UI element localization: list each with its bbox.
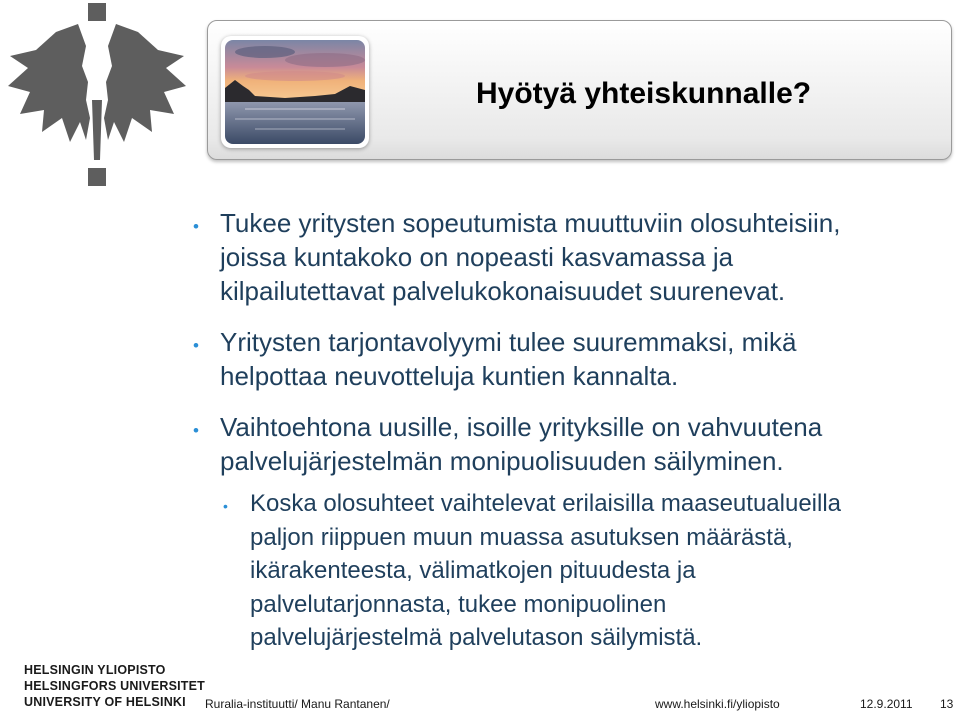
footer-website: www.helsinki.fi/yliopisto	[655, 697, 780, 711]
university-flame-logo	[0, 0, 205, 195]
slide-title: Hyötyä yhteiskunnalle?	[476, 77, 812, 110]
bullet-icon: •	[193, 421, 199, 440]
university-name	[24, 662, 205, 710]
bullet-line: Tukee yritysten sopeutumista muuttuviin olosuhteisiin,	[220, 208, 841, 238]
sub-bullet-item	[220, 487, 955, 655]
bullet-line: Koska olosuhteet vaihtelevat erilaisilla maaseutualueilla	[250, 490, 842, 517]
bullet-item	[190, 325, 955, 393]
footer-author: Ruralia-instituutti/ Manu Rantanen/	[205, 697, 390, 711]
university-name-line: UNIVERSITY OF HELSINKI	[24, 695, 186, 709]
bullet-line: paljon riippuen muun muassa asutuksen määrästä,	[250, 523, 793, 551]
bullet-line: kilpailutettavat palvelukokonaisuudet suurenevat.	[220, 276, 786, 306]
bullet-icon: •	[193, 217, 199, 236]
university-name-line: HELSINGIN YLIOPISTO	[24, 663, 166, 677]
photo-frame	[221, 36, 369, 148]
bullet-item	[190, 410, 955, 478]
university-name-line: HELSINGFORS UNIVERSITET	[24, 679, 206, 693]
footer-date: 12.9.2011	[860, 697, 913, 711]
sunset-lake-photo	[225, 40, 365, 144]
bullet-line: palvelutarjonnasta, tukee monipuolinen	[250, 590, 667, 618]
page-number: 13	[940, 697, 954, 711]
slide-content	[190, 206, 955, 672]
bullet-line: helpottaa neuvotteluja kuntien kannalta.	[220, 361, 679, 391]
title-box	[207, 20, 952, 160]
bullet-icon: •	[223, 498, 228, 514]
bullet-line: Yritysten tarjontavolyymi tulee suuremmaksi, mikä	[220, 327, 797, 357]
bullet-item	[190, 206, 955, 308]
bullet-icon: •	[193, 336, 199, 355]
bullet-line: ikärakenteesta, välimatkojen pituudesta ja	[250, 557, 696, 584]
bullet-line: Vaihtoehtona uusille, isoille yrityksille on vahvuutena	[220, 412, 823, 442]
bullet-line: joissa kuntakoko on nopeasti kasvamassa ja	[220, 242, 734, 272]
bullet-line: palvelujärjestelmä palvelutason säilymistä.	[250, 624, 703, 651]
bullet-line: palvelujärjestelmän monipuolisuuden säilyminen.	[220, 446, 784, 476]
